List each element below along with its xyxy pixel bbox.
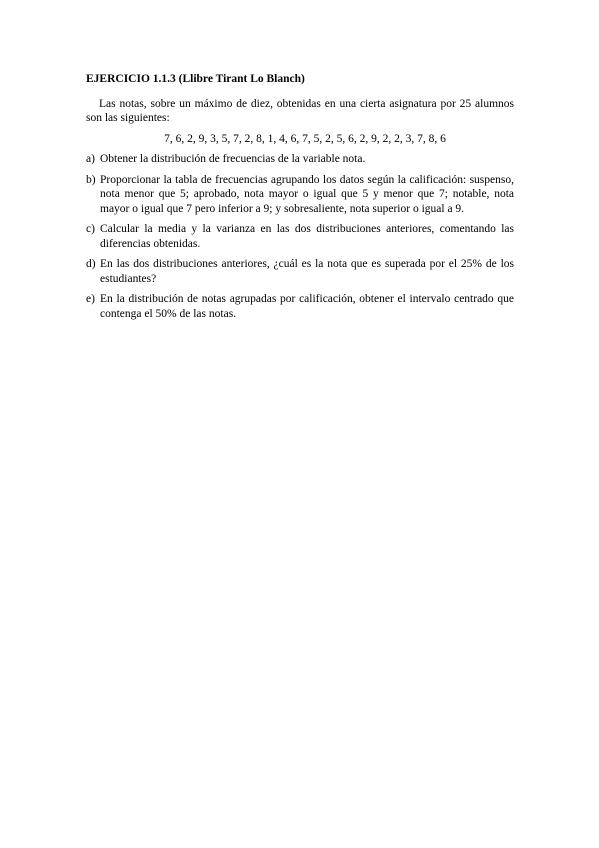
question-text: Obtener la distribución de frecuencias de la variable nota.	[100, 153, 366, 165]
exercise-intro: Las notas, sobre un máximo de diez, obtenidas en una cierta asignatura por 25 alumnos son las siguientes:	[86, 97, 514, 124]
question-text: Calcular la media y la varianza en las dos distribuciones anteriores, comentando las diferencias obtenidas.	[100, 223, 514, 250]
document-page	[86, 72, 514, 327]
question-text: Proporcionar la tabla de frecuencias agrupando los datos según la calificación: suspenso, nota menor que 5; aprobado, nota mayor o igual que 5 y menor que 7; notable, nota mayor o igual que 7 pero inferior a 9; y sobresaliente, nota superior o igual a 9.	[100, 173, 514, 215]
question-e	[86, 292, 514, 321]
question-text: En la distribución de notas agrupadas por calificación, obtener el intervalo centrado que contenga el 50% de las notas.	[100, 293, 514, 320]
question-letter: c)	[86, 223, 95, 235]
question-c	[86, 222, 514, 251]
question-letter: d)	[86, 258, 96, 270]
question-d	[86, 257, 514, 286]
question-text: En las dos distribuciones anteriores, ¿cuál es la nota que es superada por el 25% de los estudiantes?	[100, 258, 514, 285]
question-letter: a)	[86, 153, 95, 165]
question-a	[86, 152, 514, 167]
grades-data-line: 7, 6, 2, 9, 3, 5, 7, 2, 8, 1, 4, 6, 7, 5, 2, 5, 6, 2, 9, 2, 2, 3, 7, 8, 6	[164, 132, 446, 145]
question-letter: e)	[86, 293, 95, 305]
exercise-title: EJERCICIO 1.1.3 (Llibre Tirant Lo Blanch)	[86, 73, 305, 85]
question-b	[86, 173, 514, 217]
question-letter: b)	[86, 173, 96, 186]
